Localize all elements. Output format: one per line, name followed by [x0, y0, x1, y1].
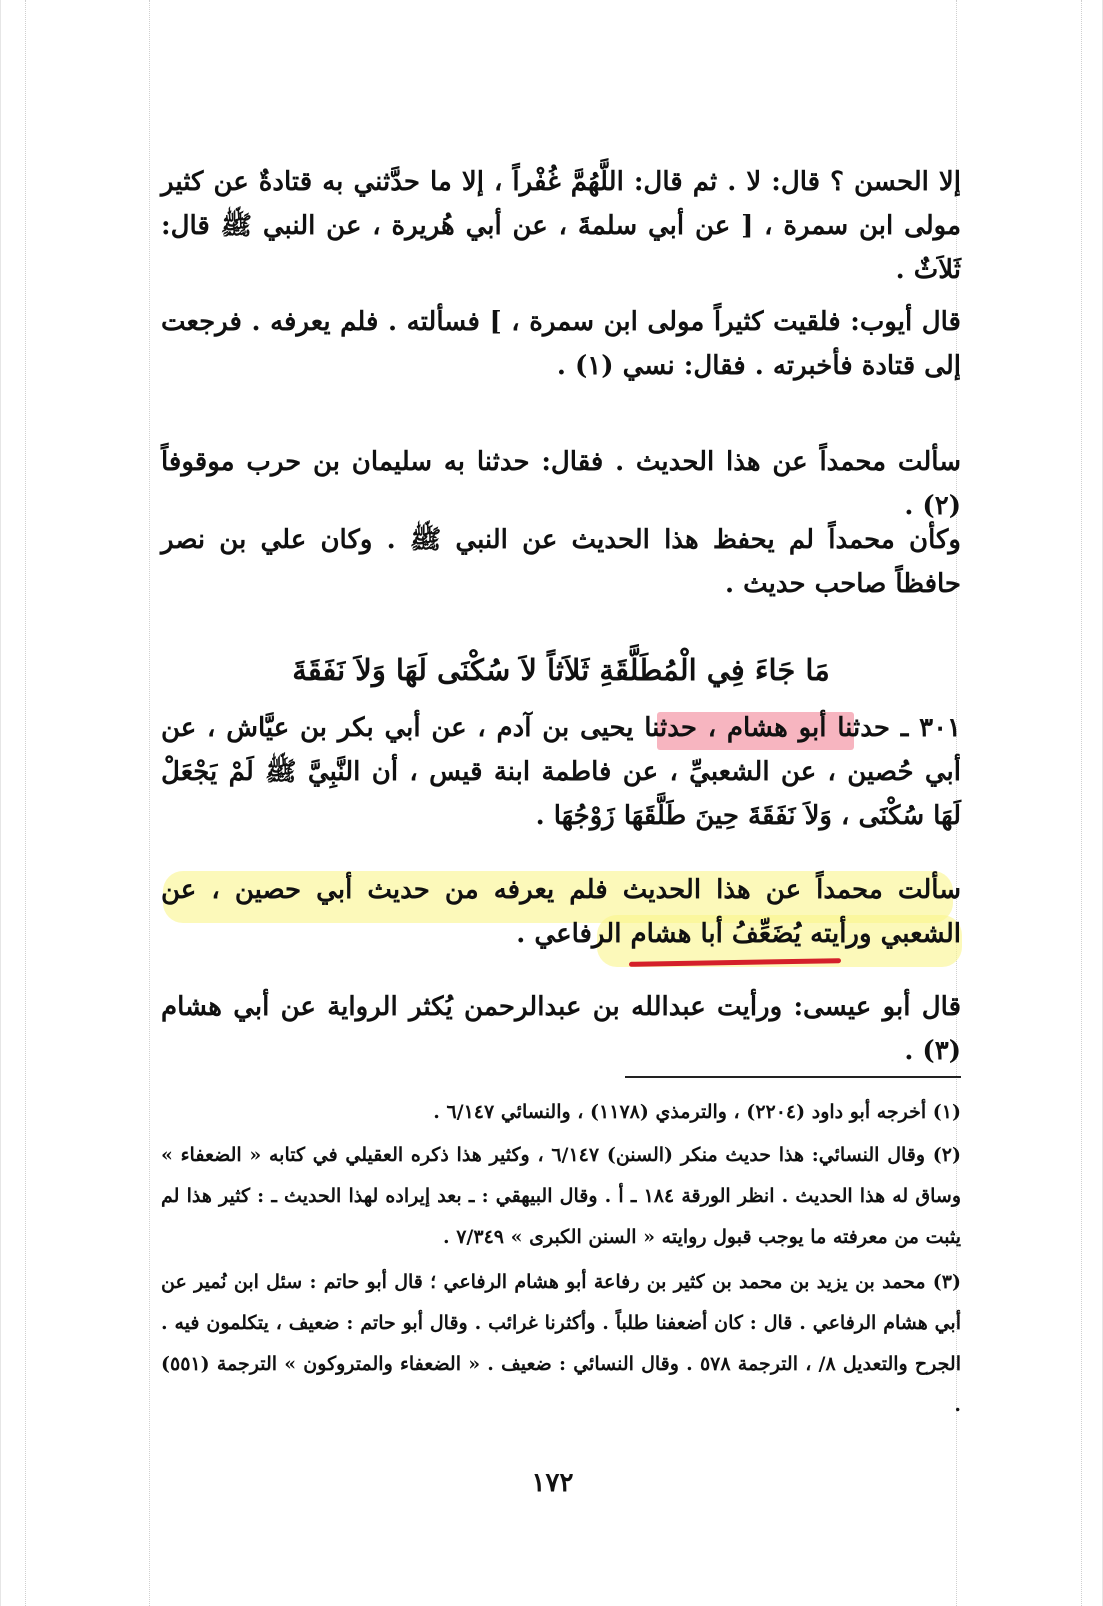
hadith-number: ٣٠١ ـ — [900, 713, 962, 743]
paragraph: سألت محمداً عن هذا الحديث . فقال: حدثنا به سليمان بن حرب موقوفاً (٢) . — [161, 447, 961, 521]
hadith-text: حدثنا يحيى بن آدم ، عن أبي بكر بن عيَّاش ، عن أبي حُصين ، عن الشعبيِّ ، عن فاطمة ابنة قيس ، أن النَّبِيَّ ﷺ لَمْ يَجْعَلْ لَهَا سُكْنَى ، وَلاَ نَفَقَةَ حِينَ طَلَّقَهَا زَوْجُهَا . — [161, 713, 961, 831]
footnote-divider — [625, 1076, 961, 1078]
paragraph: قال أيوب: فلقيت كثيراً مولى ابن سمرة ، ] فسألته . فلم يعرفه . فرجعت إلى قتادة فأخبرته . فقال: نسي (١) . — [161, 307, 961, 381]
footnote: (١) أخرجه أبو داود (٢٢٠٤) ، والترمذي (١١٧٨) ، والنسائي ٦/١٤٧ . — [433, 1101, 961, 1123]
hadith-paragraph — [161, 706, 961, 838]
paragraph: وكأن محمداً لم يحفظ هذا الحديث عن النبي ﷺ . وكان علي بن نصر حافظاً صاحب حديث . — [161, 525, 961, 599]
chapter-heading: مَا جَاءَ فِي الْمُطَلَّقَةِ ثَلاَثاً لاَ سُكْنَى لَهَا وَلاَ نَفَقَةَ — [292, 653, 830, 687]
highlighted-narrator: حدثنا أبو هشام ، — [707, 713, 890, 743]
paragraph: إلا الحسن ؟ قال: لا . ثم قال: اللَّهُمَّ غُفْراً ، إلا ما حدَّثني به قتادةٌ عن كثير مولى ابن سمرة ، [ عن أبي سلمةَ ، عن أبي هُريرة ، عن النبي ﷺ قال: ثَلاَثٌ . — [161, 167, 961, 285]
page-number: ١٧٢ — [531, 1468, 574, 1498]
highlighted-paragraph: سألت محمداً عن هذا الحديث فلم يعرفه من حديث أبي حصين ، عن الشعبي ورأيته يُضَعِّفُ أبا هشام الرفاعي . — [161, 875, 961, 949]
paragraph: قال أبو عيسى: ورأيت عبدالله بن عبدالرحمن يُكثر الرواية عن أبي هشام (٣) . — [161, 992, 961, 1066]
footnote: (٣) محمد بن يزيد بن محمد بن كثير بن رفاعة أبو هشام الرفاعي ؛ قال أبو حاتم : سئل ابن نُمير عن أبي هشام الرفاعي . قال : كان أضعفنا طلباً . وأكثرنا غرائب . وقال أبو حاتم : ضعيف ، يتكلمون فيه . الجرح والتعديل ٨/ ، الترجمة ٥٧٨ . وقال النسائي : ضعيف . « الضعفاء والمتروكون » الترجمة (٥٥١) . — [161, 1271, 961, 1416]
footnote: (٢) وقال النسائي: هذا حديث منكر (السنن) ٦/١٤٧ ، وكثير هذا ذكره العقيلي في كتابه « الضعفاء » وساق له هذا الحديث . انظر الورقة ١٨٤ ـ أ . وقال البيهقي : ـ بعد إيراده لهذا الحديث ـ : كثير هذا لم يثبت من معرفته ما يوجب قبول روايته « السنن الكبرى » ٧/٣٤٩ . — [161, 1144, 961, 1248]
